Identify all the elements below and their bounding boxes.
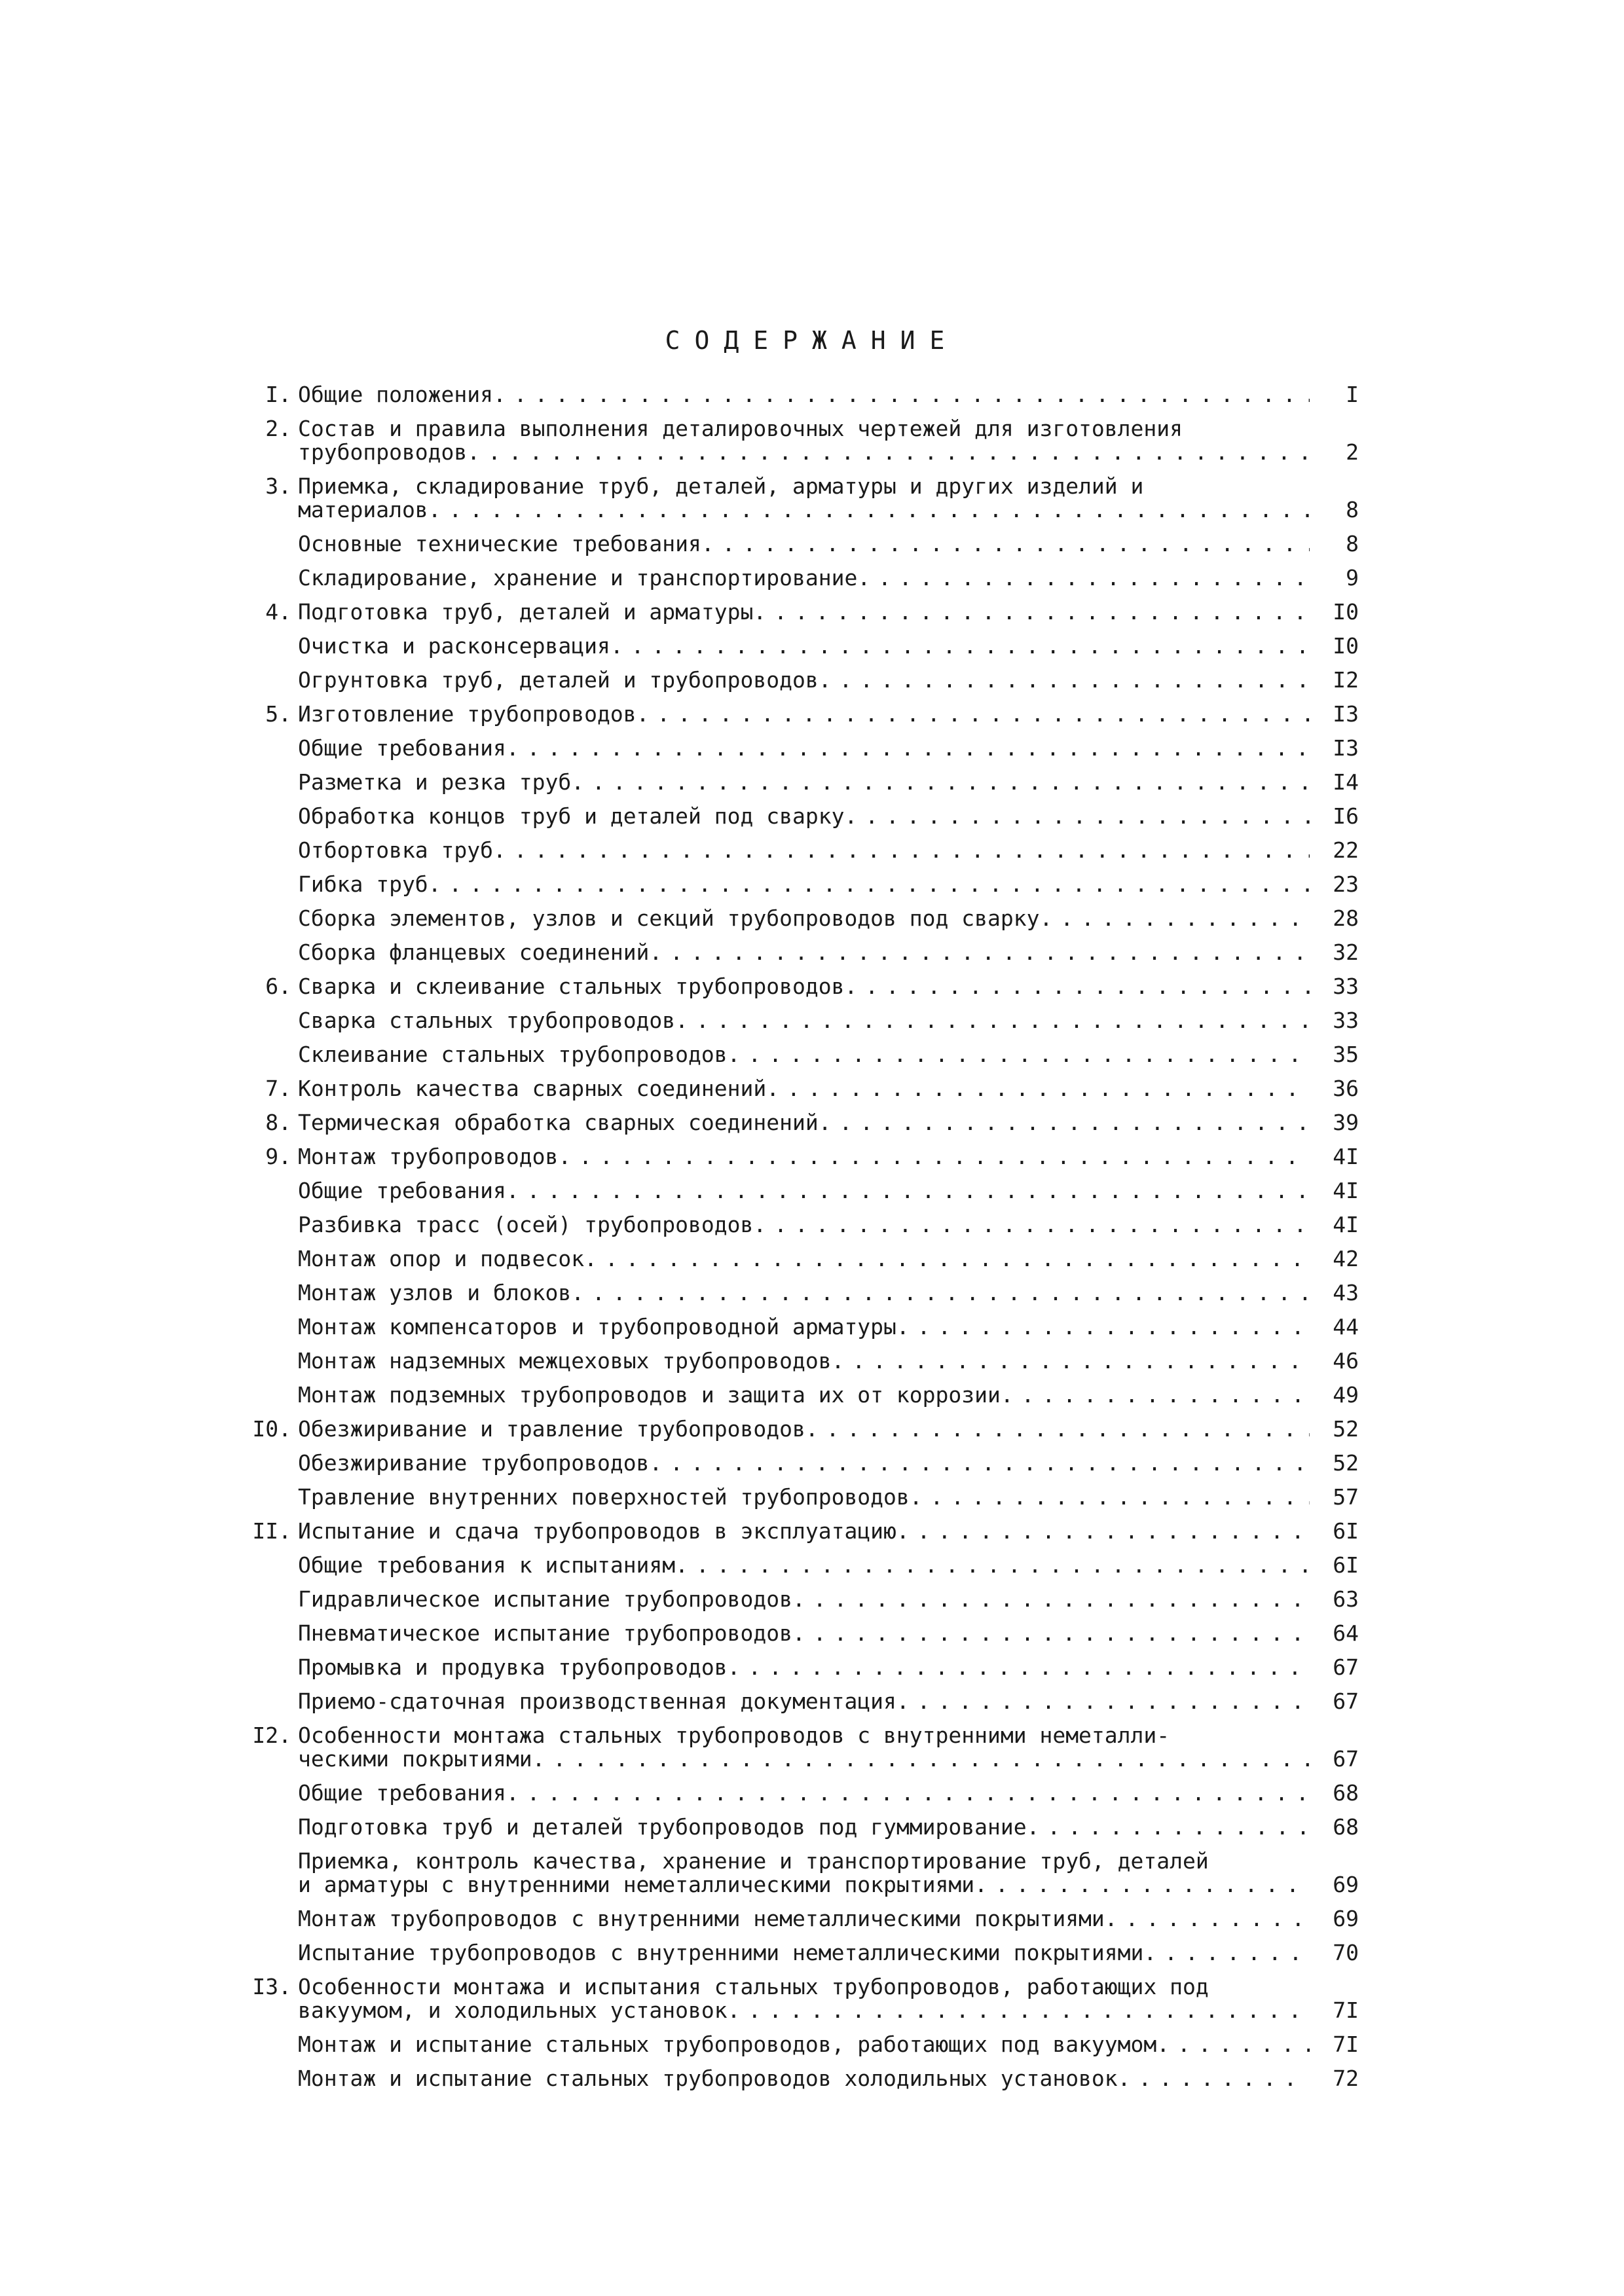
entry-text (298, 1690, 1310, 1713)
entry-text (298, 634, 1310, 658)
entry-title-line: Общие требования к испытаниям (298, 1554, 676, 1577)
entry-text (298, 1815, 1310, 1839)
section-number: 9. (265, 1144, 291, 1169)
toc-section-entry (232, 1417, 1359, 1441)
leader-dots (753, 600, 1310, 624)
leader-dots (844, 975, 1310, 998)
entry-text (298, 532, 1310, 556)
leader-dots (1039, 907, 1310, 930)
leader-dots (493, 383, 1310, 407)
section-number: II. (252, 1518, 291, 1544)
leader-dots (610, 634, 1310, 658)
entry-text (298, 1520, 1310, 1543)
toc-subsection-entry (232, 805, 1359, 828)
leader-dots (766, 1077, 1310, 1101)
toc-subsection-entry (232, 2033, 1359, 2056)
toc-subsection-entry (232, 1815, 1359, 1839)
table-of-contents (232, 383, 1359, 2101)
leader-dots (728, 1656, 1310, 1679)
leader-dots (857, 566, 1310, 590)
page-number: 7I (1333, 1997, 1359, 2023)
entry-text (298, 1724, 1310, 1771)
entry-text (298, 1009, 1310, 1032)
entry-title-line: Складирование, хранение и транспортирование (298, 566, 858, 590)
leader-dots (649, 1451, 1310, 1475)
toc-subsection-entry (232, 1907, 1359, 1931)
leader-dots (584, 1247, 1310, 1271)
entry-text (298, 1179, 1310, 1203)
entry-title-line: Общие требования (298, 1179, 506, 1203)
entry-text (298, 1588, 1310, 1611)
entry-text (298, 805, 1310, 828)
toc-subsection-entry (232, 941, 1359, 964)
entry-title-line: Сборка элементов, узлов и секций трубопроводов под сварку (298, 907, 1040, 930)
leader-dots (805, 1417, 1310, 1441)
page-number: 69 (1333, 1872, 1359, 1897)
toc-subsection-entry (232, 1179, 1359, 1203)
section-number: 5. (265, 701, 291, 727)
entry-text (298, 1077, 1310, 1101)
leader-dots (819, 1111, 1310, 1135)
page-number: 2 (1346, 439, 1359, 465)
leader-dots (637, 702, 1310, 726)
entry-text (298, 2067, 1310, 2090)
section-number: I3. (252, 1974, 291, 1999)
entry-text (298, 737, 1310, 760)
toc-subsection-entry (232, 1281, 1359, 1305)
page-number: 52 (1333, 1450, 1359, 1476)
page-number: I0 (1333, 633, 1359, 659)
page-number: 33 (1333, 974, 1359, 999)
entry-text (298, 417, 1310, 464)
page-number: 9 (1346, 565, 1359, 591)
entry-title-line: Гибка труб (298, 873, 428, 896)
leader-dots (1156, 2033, 1310, 2056)
entry-title-line: Очистка и расконсервация (298, 634, 610, 658)
entry-title-line: Сборка фланцевых соединений (298, 941, 650, 964)
leader-dots (506, 1781, 1310, 1805)
entry-title-line: Обезжиривание и травление трубопроводов (298, 1417, 805, 1441)
page-number: 35 (1333, 1042, 1359, 1067)
entry-text (298, 941, 1310, 964)
page-number: I2 (1333, 667, 1359, 693)
leader-dots (675, 1554, 1310, 1577)
entry-title-line: Монтаж трубопроводов с внутренними неметаллическими покрытиями (298, 1907, 1105, 1931)
toc-subsection-entry (232, 1383, 1359, 1407)
entry-title-line: материалов (298, 498, 428, 522)
entry-text (298, 975, 1310, 998)
entry-title-line: Монтаж опор и подвесок (298, 1247, 585, 1271)
page-number: I3 (1333, 701, 1359, 727)
toc-subsection-entry (232, 2067, 1359, 2090)
entry-text (298, 771, 1310, 794)
entry-title-line: Подготовка труб и деталей трубопроводов под гуммирование (298, 1815, 1027, 1839)
leader-dots (558, 1145, 1310, 1169)
entry-title-line: Сварка стальных трубопроводов (298, 1009, 676, 1032)
entry-title-line: Основные технические требования (298, 532, 701, 556)
toc-subsection-entry (232, 1850, 1359, 1897)
entry-text (298, 839, 1310, 862)
page-number: 64 (1333, 1620, 1359, 1646)
page-number: 33 (1333, 1008, 1359, 1033)
entry-title-line: Пневматическое испытание трубопроводов (298, 1622, 792, 1645)
entry-title-line: Монтаж узлов и блоков (298, 1281, 572, 1305)
page-number: 4I (1333, 1178, 1359, 1203)
entry-title-line: Монтаж подземных трубопроводов и защита их от коррозии (298, 1383, 1001, 1407)
section-number: I0. (252, 1416, 291, 1442)
page-number: I0 (1333, 599, 1359, 625)
entry-title-line: трубопроводов (298, 441, 468, 464)
section-number: I. (265, 382, 291, 407)
toc-subsection-entry (232, 1485, 1359, 1509)
entry-title-line: Разбивка трасс (осей) трубопроводов (298, 1213, 754, 1237)
leader-dots (1143, 1941, 1310, 1965)
leader-dots (792, 1588, 1310, 1611)
page-number: 22 (1333, 837, 1359, 863)
entry-title-line: Отбортовка труб (298, 839, 494, 862)
toc-subsection-entry (232, 1451, 1359, 1475)
toc-subsection-entry (232, 1554, 1359, 1577)
entry-text (298, 1315, 1310, 1339)
leader-dots (728, 1999, 1310, 2022)
leader-dots (728, 1043, 1310, 1066)
toc-section-entry (232, 975, 1359, 998)
toc-subsection-entry (232, 634, 1359, 658)
entry-title-line: Разметка и резка труб (298, 771, 572, 794)
leader-dots (701, 532, 1310, 556)
page-number: 6I (1333, 1552, 1359, 1578)
toc-subsection-entry (232, 839, 1359, 862)
page-number: 49 (1333, 1382, 1359, 1408)
entry-title-line: Монтаж компенсаторов и трубопроводной арматуры (298, 1315, 896, 1339)
page-number: 63 (1333, 1586, 1359, 1612)
toc-subsection-entry (232, 566, 1359, 590)
toc-subsection-entry (232, 532, 1359, 556)
leader-dots (1001, 1383, 1310, 1407)
leader-dots (753, 1213, 1310, 1237)
toc-subsection-entry (232, 737, 1359, 760)
entry-text (298, 1850, 1310, 1897)
entry-text (298, 1451, 1310, 1475)
entry-text (298, 1656, 1310, 1679)
entry-title-line: Промывка и продувка трубопроводов (298, 1656, 728, 1679)
entry-text (298, 1111, 1310, 1135)
entry-title-line: Приемка, контроль качества, хранение и транспортирование труб, деталей (298, 1850, 1209, 1873)
page-number: 39 (1333, 1110, 1359, 1135)
toc-subsection-entry (232, 1656, 1359, 1679)
leader-dots (675, 1009, 1310, 1032)
leader-dots (832, 1349, 1310, 1373)
toc-subsection-entry (232, 1247, 1359, 1271)
page-number: 57 (1333, 1484, 1359, 1510)
leader-dots (910, 1485, 1310, 1509)
entry-text (298, 1247, 1310, 1271)
entry-text (298, 1281, 1310, 1305)
page-number: 8 (1346, 531, 1359, 556)
leader-dots (844, 805, 1310, 828)
toc-subsection-entry (232, 668, 1359, 692)
leader-dots (428, 873, 1310, 896)
page-number: I6 (1333, 803, 1359, 829)
toc-subsection-entry (232, 873, 1359, 896)
entry-title-line: Монтаж и испытание стальных трубопроводов, работающих под вакуумом (298, 2033, 1157, 2056)
entry-text (298, 1485, 1310, 1509)
page-number: 43 (1333, 1280, 1359, 1305)
entry-text (298, 1417, 1310, 1441)
leader-dots (532, 1747, 1310, 1771)
toc-section-entry (232, 1520, 1359, 1543)
entry-text (298, 907, 1310, 930)
page-number: 4I (1333, 1144, 1359, 1169)
page-number: I (1346, 382, 1359, 407)
entry-title-line: Монтаж трубопроводов (298, 1145, 559, 1169)
entry-title-line: Испытание трубопроводов с внутренними неметаллическими покрытиями (298, 1941, 1144, 1965)
entry-title-line: Монтаж и испытание стальных трубопроводов холодильных установок (298, 2067, 1118, 2090)
entry-text (298, 1622, 1310, 1645)
toc-subsection-entry (232, 1941, 1359, 1965)
entry-title-line: Общие требования (298, 737, 506, 760)
leader-dots (819, 668, 1310, 692)
leader-dots (896, 1690, 1310, 1713)
page-number: 8 (1346, 497, 1359, 522)
entry-title-line: Контроль качества сварных соединений (298, 1077, 767, 1101)
section-number: 8. (265, 1110, 291, 1135)
toc-subsection-entry (232, 771, 1359, 794)
leader-dots (1118, 2067, 1310, 2090)
leader-dots (493, 839, 1310, 862)
toc-subsection-entry (232, 1349, 1359, 1373)
entry-title-line: Термическая обработка сварных соединений (298, 1111, 819, 1135)
section-number: 3. (265, 473, 291, 499)
page-number: 7I (1333, 2032, 1359, 2057)
entry-title-line: Приемо-сдаточная производственная документация (298, 1690, 896, 1713)
toc-subsection-entry (232, 907, 1359, 930)
entry-title-line: Общие требования (298, 1781, 506, 1805)
page-number: I4 (1333, 769, 1359, 795)
entry-text (298, 2033, 1310, 2056)
toc-section-entry (232, 1145, 1359, 1169)
entry-text (298, 668, 1310, 692)
leader-dots (467, 441, 1310, 464)
page-number: 68 (1333, 1814, 1359, 1840)
leader-dots (571, 1281, 1310, 1305)
toc-section-entry (232, 383, 1359, 407)
entry-text (298, 873, 1310, 896)
page-number: 69 (1333, 1906, 1359, 1931)
section-number: 4. (265, 599, 291, 625)
entry-title-line: Склеивание стальных трубопроводов (298, 1043, 728, 1066)
entry-text (298, 1554, 1310, 1577)
page-number: 72 (1333, 2066, 1359, 2091)
leader-dots (649, 941, 1310, 964)
entry-title-line: Монтаж надземных межцеховых трубопроводов (298, 1349, 832, 1373)
page-number: 4I (1333, 1212, 1359, 1237)
entry-title-line: Приемка, складирование труб, деталей, арматуры и других изделий и (298, 475, 1144, 498)
entry-text (298, 1213, 1310, 1237)
toc-section-entry (232, 417, 1359, 464)
page-number: 36 (1333, 1076, 1359, 1101)
entry-text (298, 600, 1310, 624)
entry-text (298, 1975, 1310, 2022)
toc-subsection-entry (232, 1690, 1359, 1713)
toc-section-entry (232, 1724, 1359, 1771)
leader-dots (896, 1315, 1310, 1339)
page-number: 42 (1333, 1246, 1359, 1271)
entry-title-line: Изготовление трубопроводов (298, 702, 637, 726)
page-number: 32 (1333, 939, 1359, 965)
entry-title-line: ческими покрытиями (298, 1747, 532, 1771)
page-number: 28 (1333, 905, 1359, 931)
leader-dots (506, 1179, 1310, 1203)
entry-title-line: Обработка концов труб и деталей под сварку (298, 805, 845, 828)
page-number: 67 (1333, 1654, 1359, 1680)
toc-section-entry (232, 1111, 1359, 1135)
leader-dots (974, 1873, 1310, 1897)
toc-section-entry (232, 1077, 1359, 1101)
leader-dots (506, 737, 1310, 760)
toc-subsection-entry (232, 1588, 1359, 1611)
entry-text (298, 566, 1310, 590)
page-number: 67 (1333, 1688, 1359, 1714)
entry-title-line: Обезжиривание трубопроводов (298, 1451, 650, 1475)
leader-dots (792, 1622, 1310, 1645)
entry-title-line: Особенности монтажа и испытания стальных трубопроводов, работающих под (298, 1975, 1209, 1999)
section-number: I2. (252, 1722, 291, 1748)
toc-subsection-entry (232, 1213, 1359, 1237)
entry-text (298, 1941, 1310, 1965)
entry-title-line: Состав и правила выполнения деталировочных чертежей для изготовления (298, 417, 1183, 441)
entry-title-line: Травление внутренних поверхностей трубопроводов (298, 1485, 910, 1509)
entry-text (298, 1043, 1310, 1066)
entry-text (298, 1383, 1310, 1407)
entry-title-line: Огрунтовка труб, деталей и трубопроводов (298, 668, 819, 692)
toc-subsection-entry (232, 1315, 1359, 1339)
entry-title-line: Сварка и склеивание стальных трубопроводов (298, 975, 845, 998)
leader-dots (1027, 1815, 1310, 1839)
leader-dots (571, 771, 1310, 794)
toc-subsection-entry (232, 1622, 1359, 1645)
entry-title-line: Особенности монтажа стальных трубопроводов с внутренними неметалли- (298, 1724, 1170, 1747)
toc-subsection-entry (232, 1781, 1359, 1805)
entry-title-line: Общие положения (298, 383, 494, 407)
entry-title-line: Испытание и сдача трубопроводов в эксплуатацию (298, 1520, 896, 1543)
entry-title-line: вакуумом, и холодильных установок (298, 1999, 728, 2022)
leader-dots (896, 1520, 1310, 1543)
leader-dots (428, 498, 1310, 522)
page-number: 46 (1333, 1348, 1359, 1374)
page-number: 52 (1333, 1416, 1359, 1442)
entry-text (298, 383, 1310, 407)
page-number: 23 (1333, 871, 1359, 897)
page-number: I3 (1333, 735, 1359, 761)
entry-text (298, 1781, 1310, 1805)
toc-subsection-entry (232, 1009, 1359, 1032)
entry-text (298, 1907, 1310, 1931)
section-number: 2. (265, 416, 291, 441)
section-number: 7. (265, 1076, 291, 1101)
toc-subsection-entry (232, 1043, 1359, 1066)
toc-section-entry (232, 702, 1359, 726)
page-title: СОДЕРЖАНИЕ (665, 326, 959, 355)
page-number: 67 (1333, 1746, 1359, 1772)
entry-title-line: Подготовка труб, деталей и арматуры (298, 600, 754, 624)
entry-text (298, 1145, 1310, 1169)
entry-text (298, 475, 1310, 522)
toc-section-entry (232, 475, 1359, 522)
toc-section-entry (232, 600, 1359, 624)
page-number: 6I (1333, 1518, 1359, 1544)
section-number: 6. (265, 974, 291, 999)
entry-title-line: Гидравлическое испытание трубопроводов (298, 1588, 792, 1611)
leader-dots (1105, 1907, 1310, 1931)
entry-text (298, 702, 1310, 726)
entry-text (298, 1349, 1310, 1373)
toc-section-entry (232, 1975, 1359, 2022)
page-number: 44 (1333, 1314, 1359, 1339)
entry-title-line: и арматуры с внутренними неметаллическими покрытиями (298, 1873, 975, 1897)
page-number: 70 (1333, 1940, 1359, 1965)
page-number: 68 (1333, 1780, 1359, 1806)
